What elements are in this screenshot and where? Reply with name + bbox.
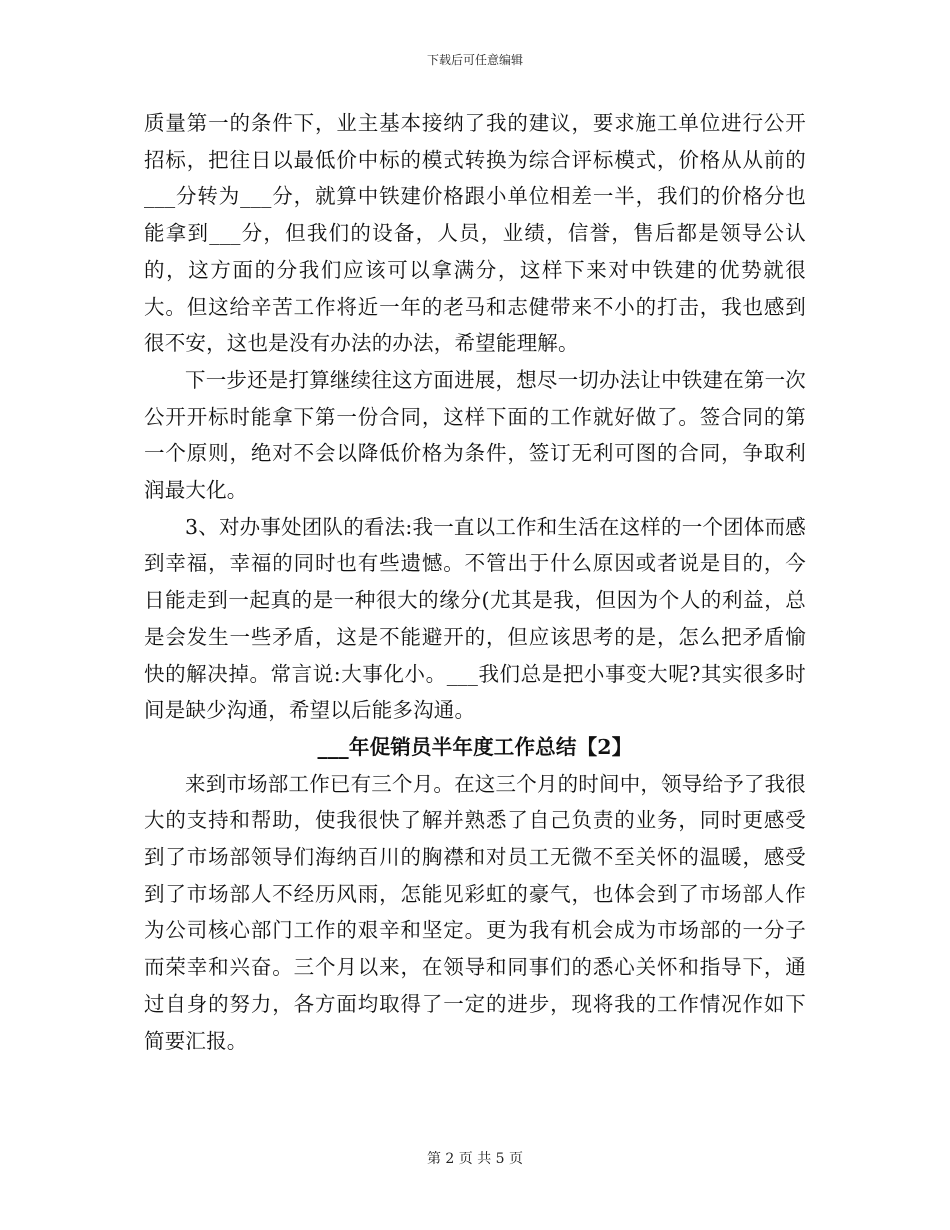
page-number: 第 2 页 共 5 页 xyxy=(426,1151,524,1167)
paragraph-continuation: 质量第一的条件下，业主基本接纳了我的建议，要求施工单位进行公开招标，把往日以最低价中标的模式转换为综合评标模式，价格从从前的___分转为___分，就算中铁建价格跟小单位相差一半，我们的价格分也能拿到___分，但我们的设备，人员，业绩，信誉，售后都是领导公认的，这方面的分我们应该可以拿满分，这样下来对中铁建的优势就很大。但这给辛苦工作将近一年的老马和志健带来不小的打击，我也感到很不安，这也是没有办法的办法，希望能理解。 xyxy=(144,111,806,356)
paragraph-next-step: 下一步还是打算继续往这方面进展，想尽一切办法让中铁建在第一次公开开标时能拿下第一份合同，这样下面的工作就好做了。签合同的第一个原则，绝对不会以降低价格为条件，签订无利可图的合同，争取利润最大化。 xyxy=(144,367,806,503)
section-title: ___年促销员半年度工作总结【2】 xyxy=(317,734,633,759)
paragraph-market-dept: 来到市场部工作已有三个月。在这三个月的时间中，领导给予了我很大的支持和帮助，使我很快了解并熟悉了自己负责的业务，同时更感受到了市场部领导们海纳百川的胸襟和对员工无微不至关怀的温暖，感受到了市场部人不经历风雨，怎能见彩虹的豪气，也体会到了市场部人作为公司核心部门工作的艰辛和坚定。更为我有机会成为市场部的一分子而荣幸和兴奋。三个月以来，在领导和同事们的悉心关怀和指导下，通过自身的努力，各方面均取得了一定的进步，现将我的工作情况作如下简要汇报。 xyxy=(144,771,806,1053)
document-body xyxy=(144,105,806,1059)
page-header: 下载后可任意编辑 xyxy=(426,53,523,67)
paragraph-team-view: 3、对办事处团队的看法:我一直以工作和生活在这样的一个团体而感到幸福，幸福的同时也有些遗憾。不管出于什么原因或者说是目的，今日能走到一起真的是一种很大的缘分(尤其是我，但因为个人的利益，总是会发生一些矛盾，这是不能避开的，但应该思考的是，怎么把矛盾愉快的解决掉。常言说:大事化小。___我们总是把小事变大呢?其实很多时间是缺少沟通，希望以后能多沟通。 xyxy=(144,514,806,723)
